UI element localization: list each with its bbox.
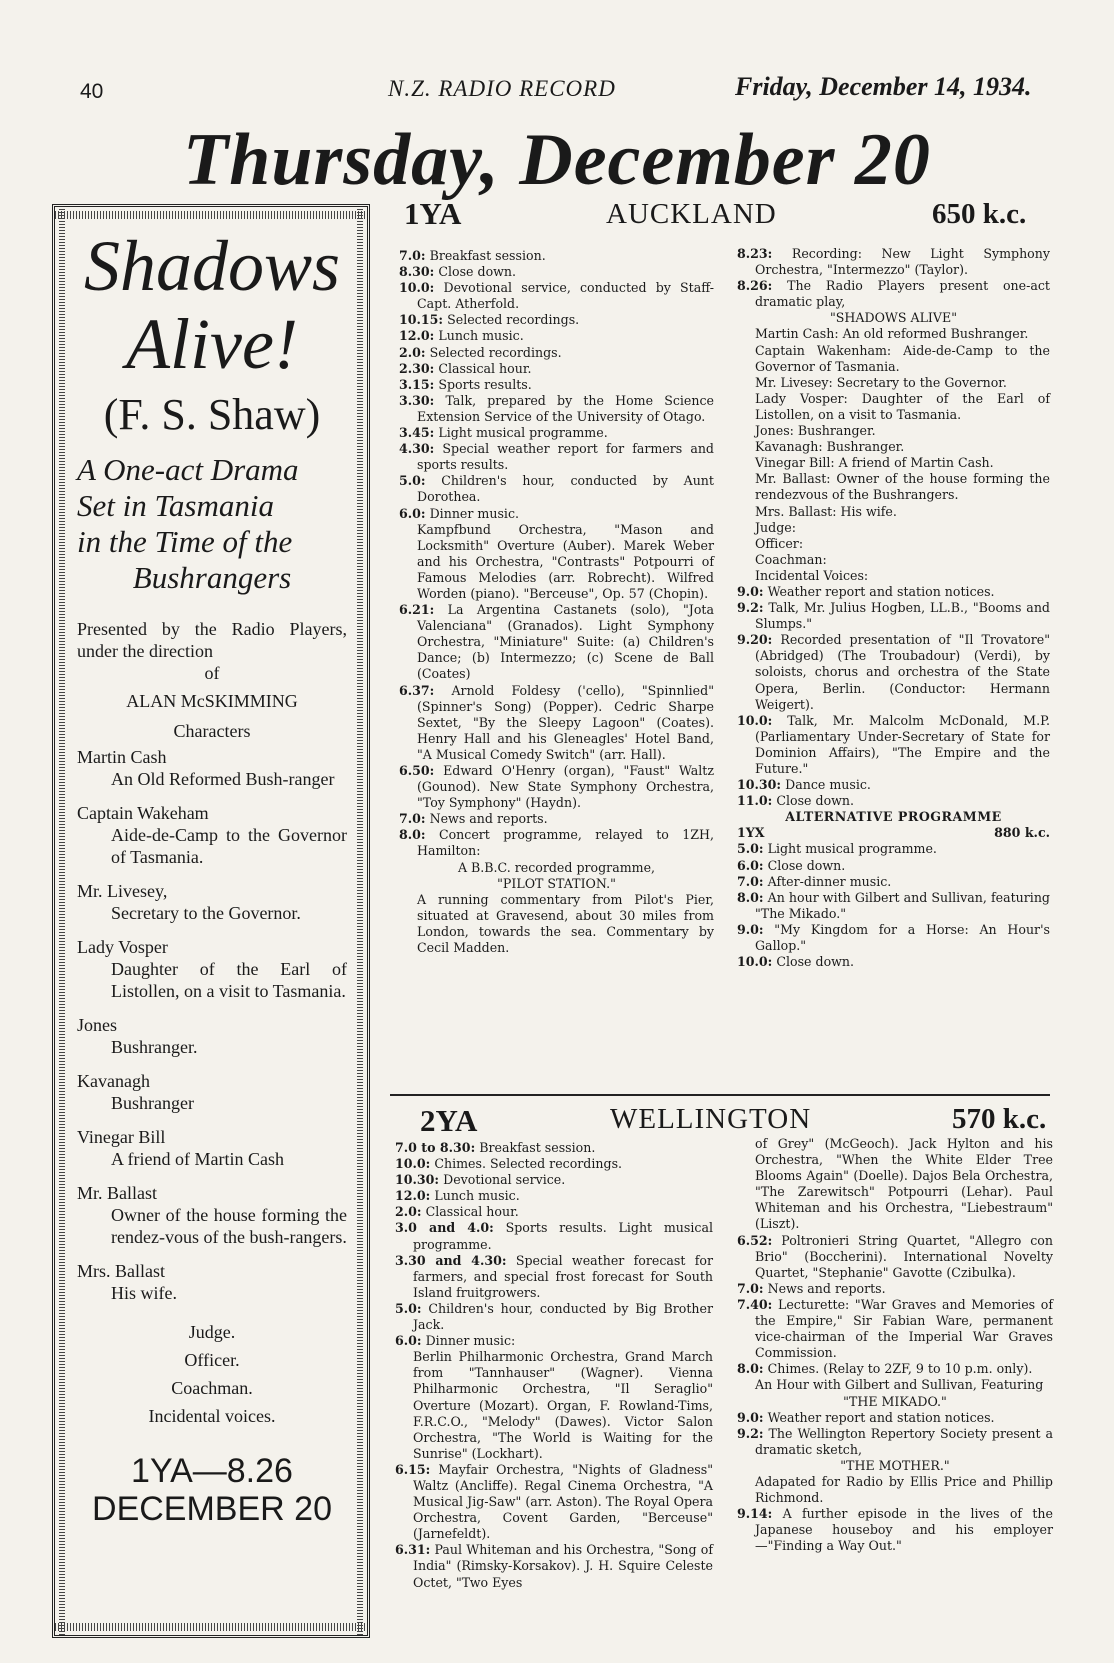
station-2ya-column-2 (737, 1136, 1053, 1554)
schedule-entry (399, 441, 714, 473)
schedule-text: Lady Vosper: Daughter of the Earl of Listollen, on a visit to Tasmania. (755, 390, 1050, 422)
schedule-text: of Grey" (McGeoch). Jack Hylton and his Orchestra, "When the White Elder Tree Blooms Again" (Doelle). Dajos Bela Orchestra, "The Zarewitsch" Potpourri (Lehar). Paul Whiteman and his Orchestra, "Liebestraum" (Liszt). (755, 1136, 1053, 1232)
schedule-entry (737, 1136, 1053, 1233)
character-name: Captain Wakeham (77, 803, 209, 823)
schedule-time: 5.0: (737, 841, 764, 857)
schedule-entry (399, 827, 714, 859)
station-1ya-column-1 (399, 248, 714, 956)
schedule-text: Weather report and station notices. (767, 583, 995, 599)
schedule-time: 2.30: (399, 360, 435, 376)
schedule-entry (399, 264, 714, 280)
minor-role: Coachman. (171, 1378, 253, 1398)
schedule-time: 10.30: (395, 1172, 440, 1188)
minor-role: Officer. (184, 1350, 240, 1370)
day-title: Thursday, December 20 (183, 119, 931, 201)
schedule-time: 8.23: (737, 246, 773, 261)
schedule-text: Dinner music: (425, 1333, 516, 1349)
schedule-entry (737, 471, 1050, 503)
minor-role: Incidental voices. (148, 1406, 276, 1426)
character-desc: Bushranger (111, 1093, 194, 1113)
schedule-text: Mrs. Ballast: His wife. (755, 503, 897, 519)
schedule-time: 9.0: (737, 1409, 764, 1425)
minor-roles (77, 1318, 347, 1430)
schedule-entry (399, 683, 714, 763)
schedule-time: 7.40: (737, 1296, 773, 1312)
character-name: Mr. Ballast (77, 1183, 157, 1203)
schedule-text: Devotional service, conducted by Staff-Capt. Atherfold. (417, 280, 714, 312)
station-2ya-column-1 (395, 1140, 713, 1591)
schedule-text: Close down. (767, 857, 846, 873)
schedule-text: Talk, prepared by the Home Science Extension Service of the University of Otago. (417, 392, 714, 424)
schedule-text: Devotional service. (443, 1172, 566, 1188)
schedule-entry (399, 506, 714, 522)
subtitle-line: A One-act Drama (77, 452, 299, 487)
schedule-time: 8.0: (737, 1361, 764, 1377)
schedule-entry (399, 522, 714, 602)
schedule-entry (399, 377, 714, 393)
director: ALAN McSKIMMING (126, 691, 298, 711)
character-name: Mrs. Ballast (77, 1261, 165, 1281)
schedule-text: Chimes. Selected recordings. (434, 1156, 623, 1172)
schedule-text: "My Kingdom for a Horse: An Hour's Gallop." (755, 921, 1050, 954)
border-stripe (55, 211, 367, 219)
schedule-text: Captain Wakenham: Aide-de-Camp to the Governor of Tasmania. (755, 342, 1050, 374)
schedule-text: Berlin Philharmonic Orchestra, Grand March from "Tannhauser" (Wagner). Vienna Philharmonic Orchestra, "Il Seraglio" Overture (Mozart). Organ, F. Rowland-Tims, F.R.C.O., "Melody" (Dawes). Victor Salon Orchestra, "The World is Waiting for the Sunrise" (Lockhart). (413, 1349, 713, 1461)
schedule-time: 2.0: (399, 344, 426, 360)
schedule-text: "SHADOWS ALIVE" (829, 310, 957, 326)
station-2ya-freq: 570 k.c. (952, 1103, 1047, 1135)
schedule-time: 6.0: (399, 505, 426, 521)
schedule-time: 8.0: (737, 889, 764, 905)
schedule-entry (737, 600, 1050, 632)
schedule-entry (737, 1458, 1053, 1474)
schedule-text: Kavanagh: Bushranger. (755, 439, 905, 455)
schedule-time: 10.30: (737, 777, 782, 793)
schedule-entry (737, 841, 1050, 857)
schedule-text: La Argentina Castanets (solo), "Jota Valenciana" (Granados). Light Symphony Orchestra, "Miniature" Suite: (a) Children's Dance; (b) Intermezzo; (c) Scene de Ball (Coates) (417, 602, 714, 682)
character-entry (77, 1260, 347, 1304)
broadcast-banner (77, 1452, 347, 1528)
schedule-entry (395, 1220, 713, 1252)
character-entry (77, 802, 347, 868)
schedule-entry (737, 890, 1050, 922)
schedule-text: Dinner music. (429, 505, 520, 521)
schedule-text: Officer: (755, 535, 804, 551)
schedule-time: 9.2: (737, 1425, 764, 1441)
schedule-time: 8.0: (399, 827, 426, 843)
schedule-text: Kampfbund Orchestra, "Mason and Locksmith" Overture (Auber). Marek Weber and his Orchestra, "Contrasts" Potpourri of Famous Melodies (arr. Robrecht). Wilfred Worden (piano). "Berceuse", Op. 57 (Chopin). (417, 521, 714, 601)
schedule-text: "PILOT STATION." (497, 875, 616, 891)
masthead: N.Z. RADIO RECORD (388, 76, 616, 101)
page-number: 40 (80, 80, 104, 103)
schedule-text: A B.B.C. recorded programme, (457, 859, 656, 875)
promo-title-line: Alive! (126, 304, 298, 384)
schedule-time: 3.15: (399, 376, 435, 392)
schedule-entry (395, 1462, 713, 1542)
schedule-text: News and reports. (429, 811, 548, 827)
schedule-text: Chimes. (Relay to 2ZF, 9 to 10 p.m. only). (767, 1361, 1033, 1377)
schedule-text: An hour with Gilbert and Sullivan, featuring "The Mikado." (755, 889, 1050, 921)
schedule-time: 6.15: (395, 1461, 431, 1477)
schedule-entry (395, 1542, 713, 1590)
schedule-time: 6.0: (737, 857, 764, 873)
schedule-text: Selected recordings. (447, 312, 580, 328)
schedule-entry (737, 455, 1050, 471)
schedule-text: After-dinner music. (767, 873, 892, 889)
border-stripe (55, 1623, 367, 1631)
schedule-text: Close down. (776, 954, 855, 970)
schedule-text: Sports results. (438, 376, 532, 392)
schedule-entry (737, 1297, 1053, 1361)
schedule-entry (737, 552, 1050, 568)
schedule-time: 6.50: (399, 763, 435, 778)
schedule-text: News and reports. (767, 1280, 886, 1296)
issue-date: Friday, December 14, 1934. (735, 72, 1032, 101)
border-stripe (357, 207, 363, 1635)
schedule-entry (737, 375, 1050, 391)
schedule-entry (395, 1301, 713, 1333)
schedule-text: Mr. Ballast: Owner of the house forming the rendezvous of the Bushrangers. (755, 471, 1050, 503)
character-desc: Aide-de-Camp to the Governor of Tasmania. (111, 825, 347, 867)
schedule-text: Breakfast session. (429, 248, 546, 263)
character-desc: An Old Reformed Bush-ranger (111, 769, 335, 789)
schedule-time: 3.30 and 4.30: (395, 1252, 507, 1268)
schedule-entry (737, 536, 1050, 552)
schedule-text: Recording: New Light Symphony Orchestra, "Intermezzo" (Taylor). (755, 246, 1050, 278)
schedule-entry (737, 858, 1050, 874)
schedule-text: "THE MOTHER." (840, 1457, 950, 1473)
minor-role: Judge. (188, 1322, 236, 1342)
schedule-text: Concert programme, relayed to 1ZH, Hamilton: (417, 827, 714, 859)
schedule-entry (737, 874, 1050, 890)
schedule-text: Jones: Bushranger. (755, 423, 876, 439)
schedule-entry (737, 1361, 1053, 1377)
alternative-schedule-list (737, 841, 1050, 970)
schedule-text: An Hour with Gilbert and Sullivan, Featuring (755, 1377, 1044, 1393)
schedule-time: 10.0: (737, 712, 773, 728)
schedule-text: Judge: (755, 519, 796, 535)
character-desc: Owner of the house forming the rendez-vous of the bush-rangers. (111, 1205, 347, 1247)
banner-time: 1YA—8.26 (131, 1452, 293, 1490)
schedule-time: 3.45: (399, 425, 435, 441)
schedule-time: 9.2: (737, 600, 764, 616)
schedule-time: 4.30: (399, 441, 435, 457)
schedule-entry (395, 1204, 713, 1220)
character-entry (77, 746, 347, 790)
alternative-station-call: 1YX (737, 825, 765, 841)
schedule-text: Special weather forecast for farmers, and special frost forecast for South Island fruitgrowers. (413, 1252, 713, 1300)
schedule-text: Talk, Mr. Julius Hogben, LL.B., "Booms and Slumps." (755, 600, 1050, 632)
schedule-text: Weather report and station notices. (767, 1409, 995, 1425)
schedule-text: Dance music. (785, 777, 871, 793)
schedule-text: Special weather report for farmers and sports results. (417, 441, 714, 473)
schedule-entry (395, 1188, 713, 1204)
alternative-programme-heading: ALTERNATIVE PROGRAMME (785, 809, 1002, 825)
schedule-entry (395, 1172, 713, 1188)
schedule-entry (395, 1140, 713, 1156)
schedule-entry (737, 278, 1050, 310)
schedule-entry (395, 1253, 713, 1301)
schedule-time: 6.31: (395, 1542, 431, 1558)
schedule-time: 10.0: (399, 280, 435, 296)
presented-text: Presented by the Radio Players, under the direction (77, 619, 347, 661)
promo-subtitle (77, 452, 347, 596)
schedule-time: 11.0: (737, 793, 773, 809)
schedule-time: 5.0: (399, 473, 426, 489)
station-1ya-call: 1YA (404, 196, 462, 231)
presented-of: of (204, 663, 220, 683)
schedule-text: Children's hour, conducted by Big Brother Jack. (413, 1300, 713, 1333)
schedule-list (737, 246, 1050, 809)
schedule-text: Light musical programme. (767, 841, 937, 857)
schedule-time: 2.0: (395, 1204, 422, 1220)
character-name: Lady Vosper (77, 937, 168, 957)
schedule-text: Lunch music. (434, 1188, 520, 1204)
schedule-entry (399, 425, 714, 441)
schedule-entry (737, 584, 1050, 600)
schedule-time: 7.0: (737, 1280, 764, 1296)
schedule-entry (399, 328, 714, 344)
schedule-text: Lunch music. (438, 328, 524, 344)
schedule-entry (737, 326, 1050, 342)
schedule-entry (737, 713, 1050, 777)
subtitle-line: Bushrangers (132, 560, 292, 595)
schedule-text: Talk, Mr. Malcolm McDonald, M.P. (Parliamentary Under-Secretary of State for Dominion Affairs), "The Empire and the Future." (755, 712, 1050, 776)
schedule-entry (399, 280, 714, 312)
schedule-text: A running commentary from Pilot's Pier, situated at Gravesend, about 30 miles from London, towards the sea. Commentary by Cecil Madden. (417, 891, 714, 956)
schedule-entry (737, 520, 1050, 536)
schedule-text: Incidental Voices: (755, 567, 869, 583)
schedule-entry (737, 439, 1050, 455)
schedule-entry (737, 391, 1050, 423)
schedule-text: Poltronieri String Quartet, "Allegro con Brio" (Boccherini). International Novelty Quartet, "Stephanie" Gavotte (Czibulka). (755, 1232, 1053, 1280)
schedule-entry (399, 473, 714, 505)
schedule-text: Vinegar Bill: A friend of Martin Cash. (755, 455, 994, 471)
schedule-time: 12.0: (395, 1188, 431, 1204)
schedule-entry (395, 1156, 713, 1172)
schedule-time: 6.0: (395, 1333, 422, 1349)
schedule-time: 9.14: (737, 1506, 773, 1522)
promo-title-line: Shadows (83, 226, 341, 306)
schedule-time: 6.52: (737, 1232, 773, 1248)
schedule-time: 3.30: (399, 392, 435, 408)
schedule-time: 10.0: (395, 1156, 431, 1172)
promo-content (77, 227, 347, 1528)
schedule-entry (737, 1281, 1053, 1297)
schedule-entry (399, 361, 714, 377)
schedule-entry (737, 1506, 1053, 1554)
schedule-entry (395, 1333, 713, 1349)
schedule-entry (737, 343, 1050, 375)
schedule-text: Recorded presentation of "Il Trovatore" (Abridged) (The Troubadour) (Verdi), by soloists, chorus and orchestra of the State Opera, Berlin. (Conductor: Hermann Weigert). (755, 632, 1050, 712)
character-entry (77, 1070, 347, 1114)
character-name: Kavanagh (77, 1071, 150, 1091)
schedule-entry (737, 568, 1050, 584)
schedule-text: Mr. Livesey: Secretary to the Governor. (755, 374, 1007, 390)
schedule-time: 3.0 and 4.0: (395, 1220, 494, 1236)
station-1ya-city: AUCKLAND (606, 198, 777, 230)
schedule-time: 7.0: (737, 873, 764, 889)
schedule-entry (737, 632, 1050, 712)
schedule-text: Mayfair Orchestra, "Nights of Gladness" Waltz (Ancliffe). Regal Cinema Orchestra, "A Musical Jig-Saw" (arr. Aston). The Royal Opera Orchestra, Covent Garden, "Berceuse" (Jarnefeldt). (413, 1461, 713, 1542)
character-entry (77, 880, 347, 924)
schedule-text: Adapated for Radio by Ellis Price and Phillip Richmond. (755, 1473, 1053, 1506)
schedule-entry (399, 811, 714, 827)
characters-heading: Characters (173, 721, 251, 741)
station-1ya-column-2 (737, 246, 1050, 970)
schedule-time: 9.0: (737, 583, 764, 599)
alternative-station-row (737, 825, 1050, 841)
character-desc: A friend of Martin Cash (111, 1149, 284, 1169)
schedule-entry (737, 1233, 1053, 1281)
schedule-entry (737, 1426, 1053, 1458)
character-entry (77, 936, 347, 1002)
schedule-time: 7.0 to 8.30: (395, 1140, 476, 1155)
schedule-entry (399, 602, 714, 682)
character-entry (77, 1126, 347, 1170)
character-desc: Bushranger. (111, 1037, 198, 1057)
schedule-time: 6.21: (399, 602, 435, 618)
border-stripe (59, 207, 65, 1635)
schedule-entry (737, 793, 1050, 809)
schedule-time: 6.37: (399, 682, 435, 698)
schedule-entry (737, 1410, 1053, 1426)
schedule-entry (399, 860, 714, 876)
schedule-entry (737, 777, 1050, 793)
schedule-entry (737, 1394, 1053, 1410)
schedule-text: Edward O'Henry (organ), "Faust" Waltz (Gounod). New State Symphony Orchestra, "Toy Symphony" (Haydn). (417, 763, 714, 811)
schedule-text: Children's hour, conducted by Aunt Dorothea. (417, 473, 714, 505)
schedule-text: Coachman: (755, 551, 827, 567)
schedule-text: Sports results. Light musical programme. (413, 1220, 713, 1252)
schedule-text: Martin Cash: An old reformed Bushranger. (755, 326, 1029, 342)
character-entry (77, 1014, 347, 1058)
schedule-entry (737, 1474, 1053, 1506)
schedule-entry (737, 310, 1050, 326)
schedule-text: A further episode in the lives of the Japanese houseboy and his employer—"Finding a Way Out." (755, 1506, 1053, 1554)
schedule-entry (737, 922, 1050, 954)
schedule-entry (399, 763, 714, 811)
promo-body (77, 618, 347, 1430)
schedule-entry (399, 876, 714, 892)
station-2ya-city: WELLINGTON (610, 1103, 812, 1135)
character-name: Martin Cash (77, 747, 167, 767)
subtitle-line: Set in Tasmania (77, 488, 274, 523)
schedule-entry (395, 1349, 713, 1462)
schedule-time: 5.0: (395, 1300, 422, 1316)
schedule-entry (399, 393, 714, 425)
schedule-time: 10.15: (399, 312, 444, 328)
character-name: Vinegar Bill (77, 1127, 166, 1147)
schedule-entry (737, 246, 1050, 278)
schedule-text: "THE MIKADO." (843, 1393, 947, 1409)
schedule-entry (737, 1377, 1053, 1393)
schedule-entry (399, 345, 714, 361)
promo-author: (F. S. Shaw) (103, 390, 321, 439)
schedule-entry (737, 504, 1050, 520)
schedule-text: Classical hour. (438, 360, 532, 376)
alternative-station-freq: 880 k.c. (994, 825, 1050, 841)
schedule-text: The Wellington Repertory Society present a dramatic sketch, (755, 1425, 1053, 1457)
schedule-text: Arnold Foldesy ('cello), "Spinnlied" (Spinner's Song) (Popper). Cedric Sharpe Sextet, "By the Sleepy Lagoon" (Coates). Henry Hall and his Gleneagles' Hotel Band, "A Musical Comedy Switch" (arr. Hall). (417, 682, 714, 762)
schedule-text: Breakfast session. (479, 1140, 596, 1155)
character-name: Mr. Livesey, (77, 881, 168, 901)
schedule-time: 12.0: (399, 328, 435, 344)
schedule-text: Close down. (438, 264, 517, 280)
schedule-time: 7.0: (399, 811, 426, 827)
schedule-time: 8.30: (399, 264, 435, 280)
character-entry (77, 1182, 347, 1248)
character-desc: Daughter of the Earl of Listollen, on a visit to Tasmania. (111, 959, 347, 1001)
station-1ya-freq: 650 k.c. (932, 198, 1027, 230)
schedule-text: The Radio Players present one-act dramatic play, (755, 278, 1050, 310)
schedule-time: 9.0: (737, 921, 764, 937)
schedule-text: Classical hour. (425, 1204, 519, 1220)
schedule-time: 8.26: (737, 278, 773, 294)
schedule-entry (399, 312, 714, 328)
schedule-text: Selected recordings. (429, 344, 562, 360)
schedule-text: Lecturette: "War Graves and Memories of the Empire," Sir Fabian Ware, permanent vice-chairman of the Imperial War Graves Commission. (755, 1296, 1053, 1361)
schedule-entry (399, 248, 714, 264)
character-desc: His wife. (111, 1283, 177, 1303)
schedule-text: Close down. (776, 793, 855, 809)
schedule-entry (737, 954, 1050, 970)
section-divider (390, 1094, 1050, 1096)
schedule-entry (399, 892, 714, 956)
station-2ya-call: 2YA (420, 1103, 478, 1138)
schedule-entry (737, 423, 1050, 439)
promo-box (52, 204, 370, 1638)
schedule-time: 7.0: (399, 248, 426, 263)
character-name: Jones (77, 1015, 117, 1035)
character-desc: Secretary to the Governor. (111, 903, 301, 923)
schedule-text: Light musical programme. (438, 425, 608, 441)
promo-title (77, 227, 347, 383)
schedule-time: 9.20: (737, 632, 773, 648)
subtitle-line: in the Time of the (77, 524, 293, 559)
schedule-text: Paul Whiteman and his Orchestra, "Song of India" (Rimsky-Korsakov). J. H. Squire Celeste Octet, "Two Eyes (413, 1542, 713, 1590)
schedule-time: 10.0: (737, 954, 773, 970)
banner-date: DECEMBER 20 (92, 1490, 332, 1528)
